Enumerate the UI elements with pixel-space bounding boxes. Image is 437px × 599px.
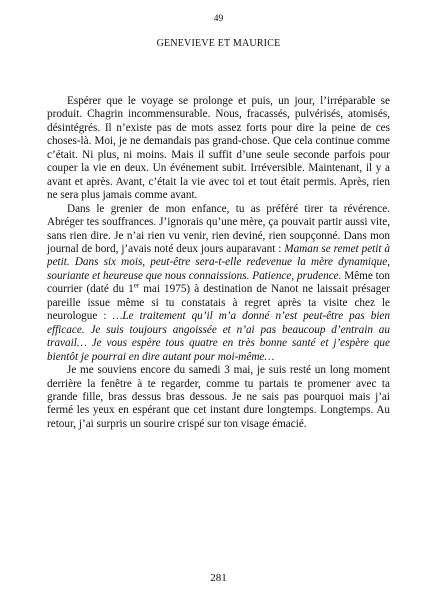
paragraph-2 [47,203,390,364]
ordinal-superscript: er [133,281,140,290]
paragraph-2-text-c: Même ton courrier (daté du 1 [47,269,390,296]
paragraph-3: Je me souviens encore du samedi 3 mai, je suis resté un long moment derrière la fenêtre à te regarder, comme tu partais te promener avec ta grande fille, bras dessus bras dessous. Je ne sais pas pourquoi mais j’ai fermé les yeux en espérant que cet instant dure longtemps. Longtemps. Au retour, j’ai surpris un sourire crispé sur ton visage émacié. [47,364,390,430]
letter-quote: …Le traitement qu’il m’a donné n’est peut-être pas bien efficace. Je suis toujours angoissée et n’ai pas beaucoup d’entrain au travail… Je vous espère tous quatre en très bonne santé et j’espère que bientôt je pourrai en dire autant pour moi-même… [47,310,390,363]
journal-quote: Maman se remet petit à petit. Dans six mois, peut-être sera-t-elle redevenue la mère dynamique, souriante et heureuse que nous connaissions. Patience, prudence. [47,242,390,282]
paragraph-2-text-d: mai 1975) à destination de Nanot ne laissait présager pareille issue même si tu constatais à regret après ta visite chez le neurologue : [47,283,391,323]
body-text [47,95,390,431]
paragraph-2-text-a: Dans le grenier de mon enfance, tu as préféré tirer ta révérence. Abréger tes souffrances. J’ignorais qu’une mère, ça pouvait partir aussi vite, sans rien dire. Je n’ai rien vu venir, rien deviné, rien soupçonné. Dans mon journal de bord, j’avais noté deux jours auparavant : [47,202,390,255]
top-page-number: 49 [213,14,224,24]
chapter-title: GENEVIEVE ET MAURICE [156,38,281,49]
page-number: 281 [210,572,227,584]
paragraph-1: Espérer que le voyage se prolonge et puis, un jour, l’irréparable se produit. Chagrin incommensurable. Nous, fracassés, pulvérisés, atomisés, désintégrés. Il n’existe pas de mots assez forts pour dire la peine de ces choses-là. Moi, je ne demandais pas grand-chose. Que cela continue comme c’était. Ni plus, ni moins. Mais il suffit d’une seule seconde parfois pour couper la vie en deux. Un événement subit. Irréversible. Maintenant, il y a avant et après. Avant, c’était la vie avec toi et tout était permis. Après, rien ne sera plus jamais comme avant. [47,95,390,202]
